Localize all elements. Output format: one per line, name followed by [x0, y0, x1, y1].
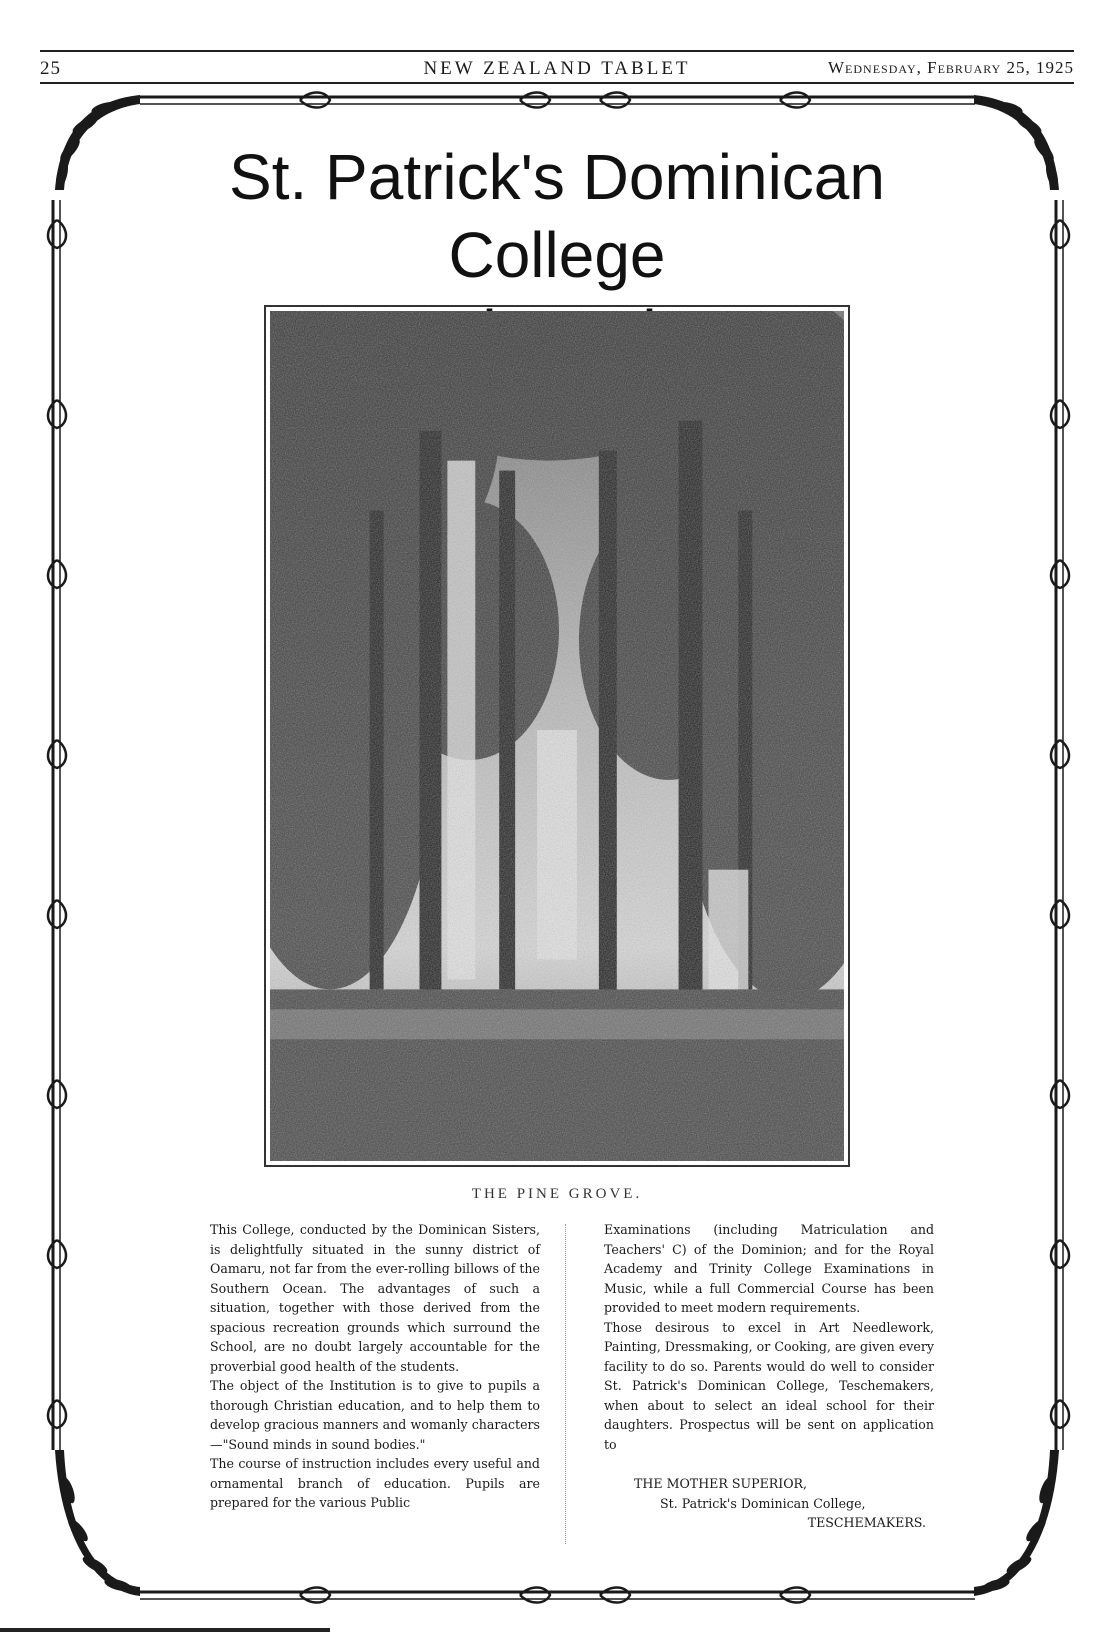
- page-edge-mark: [0, 1628, 330, 1632]
- paragraph: The object of the Institution is to give to pupils a thorough Christian education, and to help them to develop gracious manners and womanly characters—"Sound minds in sound bodies.": [210, 1378, 540, 1452]
- photo-caption: THE PINE GROVE.: [471, 1186, 643, 1202]
- title-line-1: St. Patrick's Dominican College: [229, 141, 885, 291]
- top-rule: [40, 50, 1074, 52]
- laurel-top-left: [54, 95, 140, 190]
- page-number: 25: [40, 58, 61, 79]
- photo-image: [270, 311, 844, 1161]
- signature-block: [604, 1474, 934, 1533]
- laurel-bottom-left: [55, 1450, 140, 1596]
- signature-line-1: THE MOTHER SUPERIOR,: [634, 1476, 808, 1491]
- page-header: [40, 58, 1074, 82]
- pine-grove-photo: [264, 305, 850, 1167]
- left-column: [210, 1220, 540, 1513]
- column-divider: [565, 1224, 566, 1544]
- paragraph: Examinations (including Matriculation and Teachers' C) of the Dominion; and for the Royal Academy and Trinity College Examinations in Music, while a full Commercial Course has been provided to meet modern requirements.: [604, 1222, 934, 1315]
- signature-line-3: TESCHEMAKERS.: [807, 1515, 926, 1530]
- publication-name: NEW ZEALAND TABLET: [423, 58, 691, 79]
- paragraph: The course of instruction includes every useful and ornamental branch of education. Pupils are prepared for the various Public: [210, 1456, 540, 1510]
- paragraph: This College, conducted by the Dominican Sisters, is delightfully situated in the sunny district of Oamaru, not far from the ever-rolling billows of the Southern Ocean. The advantages of such a situation, together with those derived from the spacious recreation grounds which surround the School, are no doubt largely accountable for the proverbial good health of the students.: [210, 1222, 540, 1374]
- laurel-bottom-right: [974, 1450, 1059, 1596]
- signature-line-2: St. Patrick's Dominican College,: [660, 1495, 866, 1511]
- issue-date: Wednesday, February 25, 1925: [828, 58, 1074, 77]
- right-column: [604, 1220, 934, 1533]
- laurel-top-right: [974, 95, 1060, 190]
- header-rule: [40, 82, 1074, 84]
- paragraph: Those desirous to excel in Art Needlework, Painting, Dressmaking, or Cooking, are given every facility to do so. Parents would do well to consider St. Patrick's Dominican College, Teschemakers, when about to select an ideal school for their daughters. Prospectus will be sent on application to: [604, 1319, 934, 1452]
